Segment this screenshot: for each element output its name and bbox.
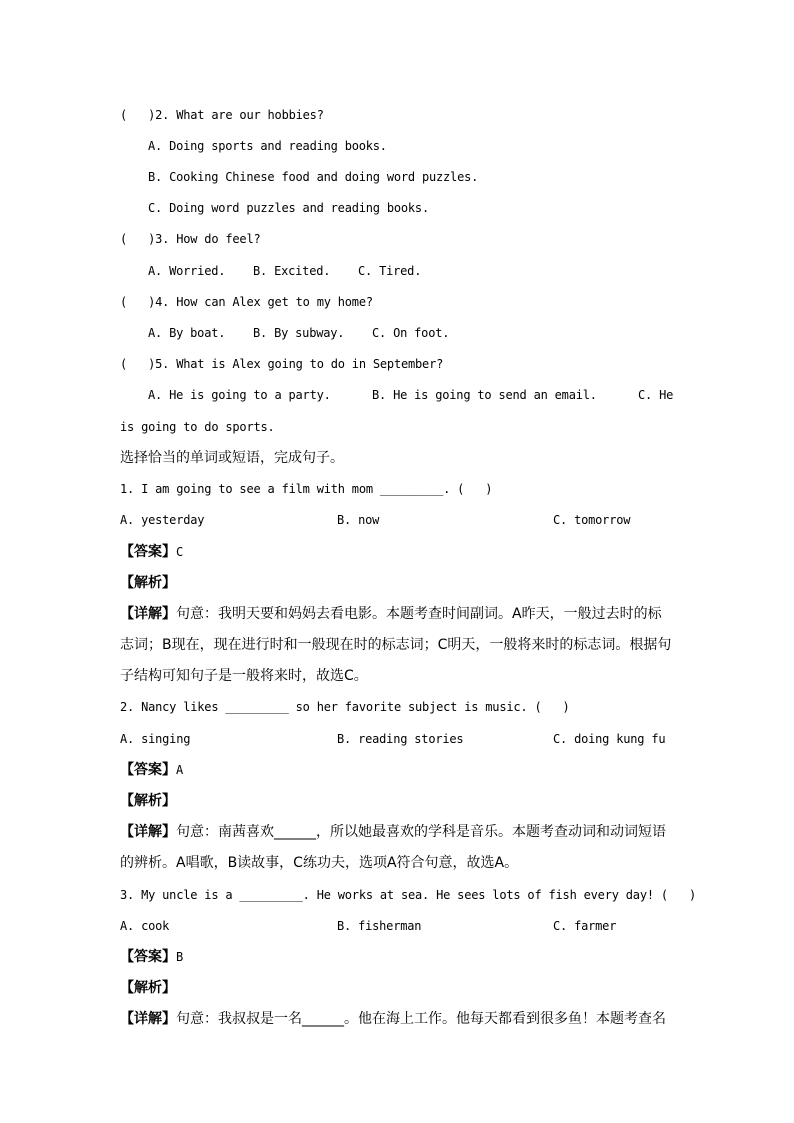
answer-label: 【答案】: [120, 949, 176, 965]
detail-text: 子结构可知句子是一般将来时，故选C。: [120, 668, 368, 684]
option-b: B. reading stories: [337, 732, 464, 746]
option-b: B. Cooking Chinese food and doing word puzzles.: [148, 170, 479, 184]
question-2: ( )2. What are our hobbies?: [120, 108, 324, 122]
answer-value: B: [176, 950, 184, 964]
detail-text: 志词；B现在，现在进行时和一般现在时的标志词；C明天，一般将来时的标志词。根据句: [120, 637, 672, 653]
question-3: ( )3. How do feel?: [120, 232, 261, 246]
question-4: ( )4. How can Alex get to my home?: [120, 295, 373, 309]
detail-line: [120, 821, 666, 841]
question-5: ( )5. What is Alex going to do in September?: [120, 357, 444, 371]
option-c: C. He: [638, 388, 674, 402]
option-b: B. He is going to send an email.: [372, 388, 597, 402]
option-b: B. Excited.: [253, 264, 331, 278]
answer-line: [120, 541, 183, 561]
option-a: A. yesterday: [120, 513, 205, 527]
option-a: A. Doing sports and reading books.: [148, 139, 387, 153]
option-a: A. He is going to a party.: [148, 388, 331, 402]
detail-label: 【详解】: [120, 1011, 176, 1027]
option-c-continued: is going to do sports.: [120, 420, 275, 434]
option-c: C. Doing word puzzles and reading books.: [148, 201, 429, 215]
option-c: C. tomorrow: [553, 513, 631, 527]
item-2-question: 2. Nancy likes _________ so her favorite subject is music. ( ): [120, 700, 570, 714]
option-b: B. By subway.: [253, 326, 345, 340]
answer-value: A: [176, 763, 184, 777]
option-c: C. Tired.: [358, 264, 422, 278]
item-1-question: 1. I am going to see a film with mom _________. ( ): [120, 482, 493, 496]
option-b: B. now: [337, 513, 380, 527]
option-a: A. By boat.: [148, 326, 226, 340]
detail-text: 句意：我明天要和妈妈去看电影。本题考查时间副词。A昨天，一般过去时的标: [176, 606, 662, 622]
detail-line: [120, 603, 662, 623]
option-c: C. farmer: [553, 919, 617, 933]
option-c: C. doing kung fu: [553, 732, 666, 746]
detail-text: 句意：我叔叔是一名______。他在海上工作。他每天都看到很多鱼！本题考查名: [176, 1011, 666, 1027]
analysis-label: 【解析】: [120, 793, 176, 809]
option-a: A. singing: [120, 732, 191, 746]
answer-label: 【答案】: [120, 544, 176, 560]
option-b: B. fisherman: [337, 919, 422, 933]
analysis-label: 【解析】: [120, 980, 176, 996]
option-a: A. cook: [120, 919, 170, 933]
detail-label: 【详解】: [120, 824, 176, 840]
answer-line: [120, 946, 183, 966]
option-a: A. Worried.: [148, 264, 226, 278]
answer-label: 【答案】: [120, 762, 176, 778]
option-c: C. On foot.: [372, 326, 450, 340]
detail-text: 的辨析。A唱歌，B读故事，C练功夫，选项A符合句意，故选A。: [120, 855, 519, 871]
answer-line: [120, 759, 183, 779]
detail-text: 句意：南茜喜欢______，所以她最喜欢的学科是音乐。本题考查动词和动词短语: [176, 824, 666, 840]
item-3-question: 3. My uncle is a _________. He works at sea. He sees lots of fish every day! ( ): [120, 888, 697, 902]
detail-label: 【详解】: [120, 606, 176, 622]
detail-line: [120, 1008, 666, 1028]
answer-value: C: [176, 545, 184, 559]
analysis-label: 【解析】: [120, 575, 176, 591]
section-title: 选择恰当的单词或短语，完成句子。: [120, 450, 344, 466]
